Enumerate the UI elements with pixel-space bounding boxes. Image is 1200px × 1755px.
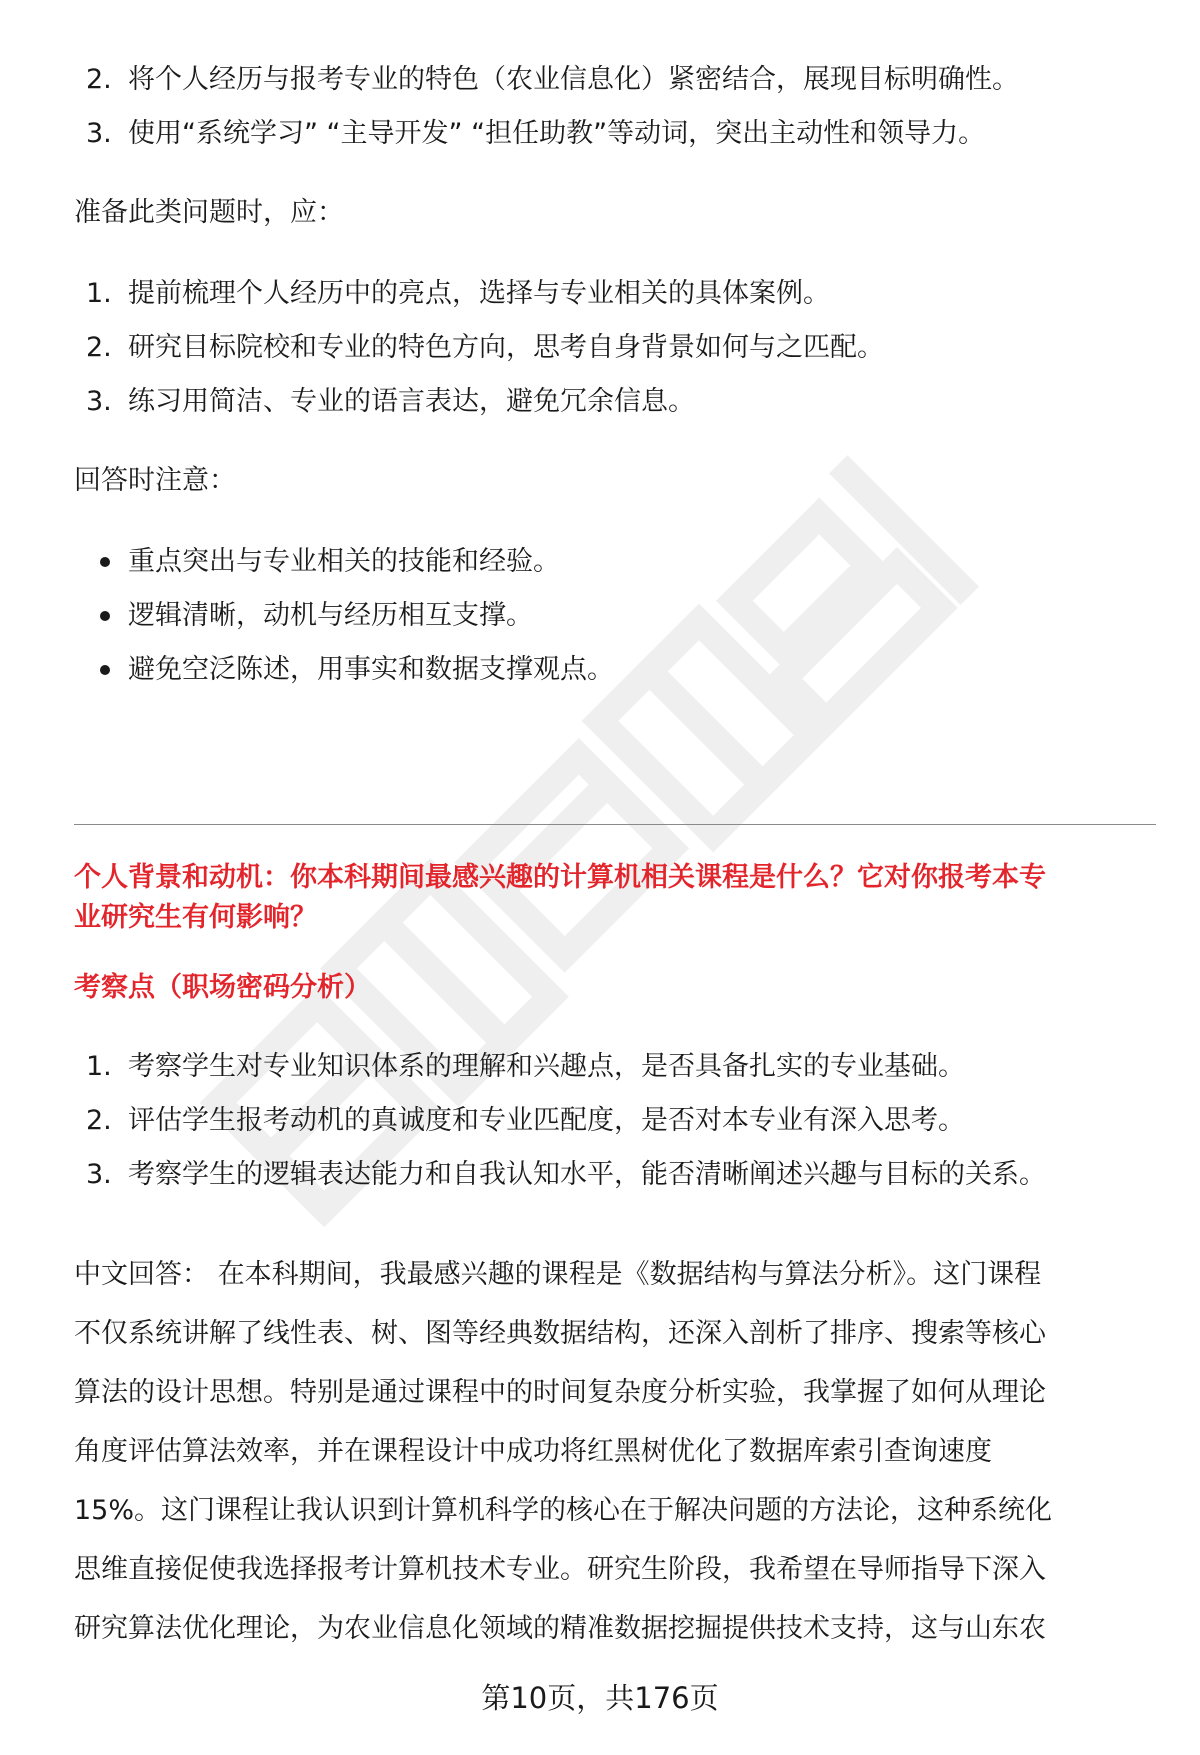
exam-points-heading: 考察点（职场密码分析）	[74, 972, 371, 1003]
answer-line: 算法的设计思想。特别是通过课程中的时间复杂度分析实验，我掌握了如何从理论	[74, 1377, 1046, 1408]
list-number: 3.	[86, 118, 112, 149]
list-item-text: 避免空泛陈述，用事实和数据支撑观点。	[128, 654, 614, 685]
page-number-footer: 第10页，共176页	[481, 1681, 719, 1715]
list-number: 1.	[86, 278, 112, 309]
list-item-text: 评估学生报考动机的真诚度和专业匹配度，是否对本专业有深入思考。	[128, 1105, 965, 1136]
list-number: 3.	[86, 1159, 112, 1190]
list-item-text: 考察学生的逻辑表达能力和自我认知水平，能否清晰阐述兴趣与目标的关系。	[128, 1159, 1046, 1190]
list-item-text: 使用“系统学习” “主导开发” “担任助教”等动词，突出主动性和领导力。	[128, 118, 986, 149]
answer-line: 15%。这门课程让我认识到计算机科学的核心在于解决问题的方法论，这种系统化	[74, 1495, 1053, 1526]
list-item-text: 将个人经历与报考专业的特色（农业信息化）紧密结合，展现目标明确性。	[128, 64, 1019, 95]
notes-heading: 回答时注意：	[74, 465, 236, 496]
answer-line: 角度评估算法效率，并在课程设计中成功将红黑树优化了数据库索引查询速度	[74, 1436, 992, 1467]
list-number: 2.	[86, 1105, 112, 1136]
question-heading-line-2: 业研究生有何影响？	[74, 902, 317, 933]
bullet-icon	[100, 557, 110, 567]
list-item-text: 逻辑清晰，动机与经历相互支撑。	[128, 600, 533, 631]
list-number: 1.	[86, 1051, 112, 1082]
question-heading-line-1: 个人背景和动机：你本科期间最感兴趣的计算机相关课程是什么？它对你报考本专	[74, 862, 1046, 893]
list-number: 2.	[86, 64, 112, 95]
answer-line: 研究算法优化理论，为农业信息化领域的精准数据挖掘提供技术支持，这与山东农	[74, 1613, 1046, 1644]
bullet-icon	[100, 611, 110, 621]
section-divider	[74, 824, 1156, 825]
list-number: 2.	[86, 332, 112, 363]
list-number: 3.	[86, 386, 112, 417]
answer-line: 思维直接促使我选择报考计算机技术专业。研究生阶段，我希望在导师指导下深入	[74, 1554, 1046, 1585]
answer-line: 不仅系统讲解了线性表、树、图等经典数据结构，还深入剖析了排序、搜索等核心	[74, 1318, 1046, 1349]
bullet-icon	[100, 665, 110, 675]
list-item-text: 考察学生对专业知识体系的理解和兴趣点，是否具备扎实的专业基础。	[128, 1051, 965, 1082]
list-item-text: 提前梳理个人经历中的亮点，选择与专业相关的具体案例。	[128, 278, 830, 309]
list-item-text: 练习用简洁、专业的语言表达，避免冗余信息。	[128, 386, 695, 417]
prep-heading: 准备此类问题时，应：	[74, 197, 344, 228]
answer-line: 中文回答： 在本科期间，我最感兴趣的课程是《数据结构与算法分析》。这门课程	[74, 1259, 1042, 1290]
list-item-text: 研究目标院校和专业的特色方向，思考自身背景如何与之匹配。	[128, 332, 884, 363]
list-item-text: 重点突出与专业相关的技能和经验。	[128, 546, 560, 577]
